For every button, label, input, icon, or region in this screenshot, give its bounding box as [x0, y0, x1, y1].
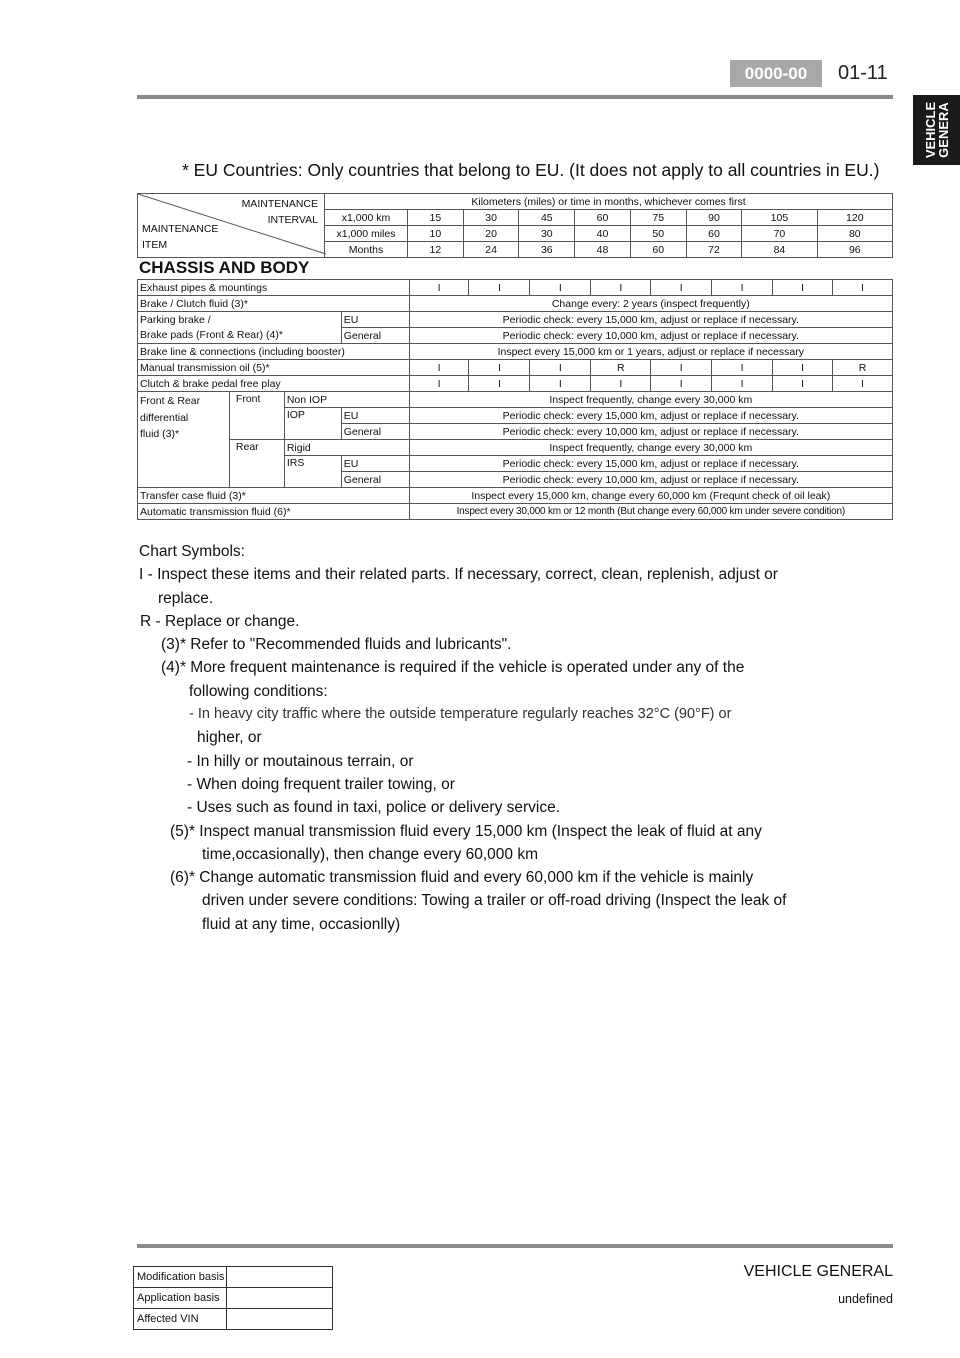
table-cell: 60	[630, 242, 686, 258]
table-row	[138, 280, 893, 296]
table-cell: IRS	[284, 456, 341, 488]
table-cell: I	[773, 376, 833, 392]
table-cell: Inspect every 15,000 km or 1 years, adjust or replace if necessary	[409, 344, 892, 360]
page-number: 01-11	[838, 62, 888, 84]
table-cell: 75	[630, 210, 686, 226]
diag-maintenance-label: MAINTENANCE	[241, 198, 318, 210]
row-label: Manual transmission oil (5)*	[138, 360, 410, 376]
table-cell: 10	[408, 226, 464, 242]
table-row	[134, 1267, 333, 1288]
table-cell: 36	[519, 242, 575, 258]
section-heading: CHASSIS AND BODY	[139, 258, 310, 277]
note-line: - In heavy city traffic where the outside temperature regularly reaches 32°C (90°F) or	[189, 706, 732, 723]
row-label: Months	[325, 242, 408, 258]
footer-subtitle: undefined	[838, 1292, 893, 1306]
table-cell: 50	[630, 226, 686, 242]
diag-interval-label: INTERVAL	[267, 214, 318, 226]
note-line: replace.	[158, 589, 214, 607]
table-row	[138, 504, 893, 520]
bottom-divider	[137, 1244, 893, 1248]
note-line: - In hilly or moutainous terrain, or	[187, 752, 414, 770]
table-cell: 60	[686, 226, 742, 242]
table-cell: 120	[817, 210, 892, 226]
chapter-side-tab[interactable]	[913, 95, 960, 165]
diag-item-label: MAINTENANCE	[142, 223, 219, 235]
table-cell: I	[833, 376, 893, 392]
table-cell: 70	[742, 226, 817, 242]
interval-header-note: Kilometers (miles) or time in months, whichever comes first	[325, 194, 893, 210]
table-cell: General	[341, 424, 409, 440]
section-code-badge: 0000-00	[730, 60, 822, 87]
table-cell: I	[409, 280, 469, 296]
table-cell: Periodic check: every 15,000 km, adjust or replace if necessary.	[409, 408, 892, 424]
table-cell: R	[833, 360, 893, 376]
table-cell: Periodic check: every 10,000 km, adjust or replace if necessary.	[409, 424, 892, 440]
table-cell: I	[591, 280, 651, 296]
table-cell: I	[773, 360, 833, 376]
note-line: - When doing frequent trailer towing, or	[187, 775, 455, 793]
table-cell	[227, 1288, 333, 1309]
note-line: I - Inspect these items and their related parts. If necessary, correct, clean, replenish, adjust or	[139, 566, 778, 584]
note-line: driven under severe conditions: Towing a trailer or off-road driving (Inspect the leak of	[202, 892, 787, 910]
diff-label-line: differential	[140, 411, 189, 424]
table-cell: R	[591, 360, 651, 376]
table-cell: I	[651, 280, 712, 296]
row-label: Affected VIN	[134, 1309, 227, 1330]
note-line: (3)* Refer to "Recommended fluids and lubricants".	[161, 636, 512, 654]
table-cell: 24	[463, 242, 519, 258]
basis-table	[133, 1266, 333, 1330]
notes-heading: Chart Symbols:	[139, 543, 245, 560]
table-cell: I	[469, 280, 530, 296]
table-cell: 84	[742, 242, 817, 258]
table-row	[134, 1288, 333, 1309]
table-cell: I	[712, 280, 773, 296]
table-cell: Periodic check: every 10,000 km, adjust or replace if necessary.	[409, 328, 892, 344]
note-line: (4)* More frequent maintenance is required if the vehicle is operated under any of the	[161, 659, 745, 677]
table-cell: EU	[341, 408, 409, 424]
table-cell: I	[651, 360, 712, 376]
row-label: Brake line & connections (including booster)	[138, 344, 410, 360]
row-label: Brake / Clutch fluid (3)*	[138, 296, 410, 312]
table-cell: Inspect frequently, change every 30,000 km	[409, 440, 892, 456]
note-line: - Uses such as found in taxi, police or delivery service.	[187, 799, 561, 817]
table-row	[138, 312, 893, 328]
row-label: Transfer case fluid (3)*	[138, 488, 410, 504]
row-label: Modification basis	[134, 1267, 227, 1288]
table-cell: I	[591, 376, 651, 392]
table-cell: Change every: 2 years (inspect frequently)	[409, 296, 892, 312]
table-cell: I	[530, 376, 591, 392]
note-line: (6)* Change automatic transmission fluid and every 60,000 km if the vehicle is mainly	[170, 869, 754, 887]
eu-countries-note: * EU Countries: Only countries that belong to EU. (It does not apply to all countries in EU.)	[182, 160, 880, 180]
table-cell: Periodic check: every 10,000 km, adjust or replace if necessary.	[409, 472, 892, 488]
footer-section-title: VEHICLE GENERAL	[743, 1263, 893, 1280]
table-cell: I	[712, 376, 773, 392]
row-label: Exhaust pipes & mountings	[138, 280, 410, 296]
table-cell: 30	[519, 226, 575, 242]
table-cell: I	[409, 376, 469, 392]
table-cell: I	[469, 360, 530, 376]
table-cell: I	[833, 280, 893, 296]
chassis-schedule-table	[137, 279, 893, 520]
note-line: fluid at any time, occasionlly)	[202, 915, 401, 933]
table-row	[138, 344, 893, 360]
table-cell: 12	[408, 242, 464, 258]
table-cell	[227, 1267, 333, 1288]
table-cell: 96	[817, 242, 892, 258]
table-cell: I	[651, 376, 712, 392]
table-cell: General	[341, 328, 409, 344]
table-row	[134, 1309, 333, 1330]
table-cell: 30	[463, 210, 519, 226]
table-cell: 40	[575, 226, 631, 242]
table-cell: I	[409, 360, 469, 376]
differential-label-cell	[138, 392, 230, 488]
table-row	[138, 296, 893, 312]
row-label: Automatic transmission fluid (6)*	[138, 504, 410, 520]
table-cell: 48	[575, 242, 631, 258]
diff-label-line: fluid (3)*	[140, 428, 180, 440]
table-row	[138, 488, 893, 504]
row-label: x1,000 miles	[325, 226, 408, 242]
note-line: (5)* Inspect manual transmission fluid every 15,000 km (Inspect the leak of fluid at any	[170, 822, 762, 840]
table-cell: 90	[686, 210, 742, 226]
diagonal-header-cell	[138, 194, 325, 258]
table-cell: 20	[463, 226, 519, 242]
row-label: Application basis	[134, 1288, 227, 1309]
note-line: R - Replace or change.	[140, 612, 300, 630]
table-row	[138, 376, 893, 392]
table-cell: EU	[341, 312, 409, 328]
table-cell: 80	[817, 226, 892, 242]
row-label: Clutch & brake pedal free play	[138, 376, 410, 392]
diff-label-line: Front & Rear	[140, 395, 201, 407]
rear-label: Rear	[229, 440, 284, 488]
table-row	[138, 360, 893, 376]
row-label: x1,000 km	[325, 210, 408, 226]
table-cell: 45	[519, 210, 575, 226]
table-row	[138, 392, 893, 408]
table-cell: I	[530, 360, 591, 376]
table-cell: I	[530, 280, 591, 296]
table-cell: EU	[341, 456, 409, 472]
table-cell: Inspect every 15,000 km, change every 60,000 km (Frequnt check of oil leak)	[409, 488, 892, 504]
table-cell: Inspect frequently, change every 30,000 km	[409, 392, 892, 408]
interval-header-table	[137, 193, 893, 258]
chart-symbols-notes	[139, 540, 879, 936]
table-cell: 72	[686, 242, 742, 258]
table-cell: I	[773, 280, 833, 296]
table-cell: Periodic check: every 15,000 km, adjust or replace if necessary.	[409, 456, 892, 472]
table-cell	[227, 1309, 333, 1330]
table-cell: I	[712, 360, 773, 376]
row-label: Brake pads (Front & Rear) (4)*	[138, 328, 342, 344]
note-line: following conditions:	[189, 682, 328, 700]
table-cell: I	[469, 376, 530, 392]
table-cell: 105	[742, 210, 817, 226]
side-tab-label: VEHICLE GENERA	[922, 101, 951, 159]
front-label: Front	[229, 392, 284, 440]
table-cell: Non IOP	[284, 392, 409, 408]
table-cell: Rigid	[284, 440, 409, 456]
table-cell: 60	[575, 210, 631, 226]
row-label: Parking brake /	[138, 312, 342, 328]
note-line: time,occasionally), then change every 60,000 km	[202, 845, 539, 863]
table-row	[138, 440, 893, 456]
table-cell: 15	[408, 210, 464, 226]
diag-item-label-2: ITEM	[142, 239, 168, 251]
table-cell: IOP	[284, 408, 341, 440]
note-line: higher, or	[197, 729, 262, 747]
table-cell: Inspect every 30,000 km or 12 month (But change every 60,000 km under severe condition)	[409, 504, 892, 520]
top-divider	[137, 95, 893, 99]
table-cell: Periodic check: every 15,000 km, adjust or replace if necessary.	[409, 312, 892, 328]
table-row	[138, 328, 893, 344]
table-cell: General	[341, 472, 409, 488]
